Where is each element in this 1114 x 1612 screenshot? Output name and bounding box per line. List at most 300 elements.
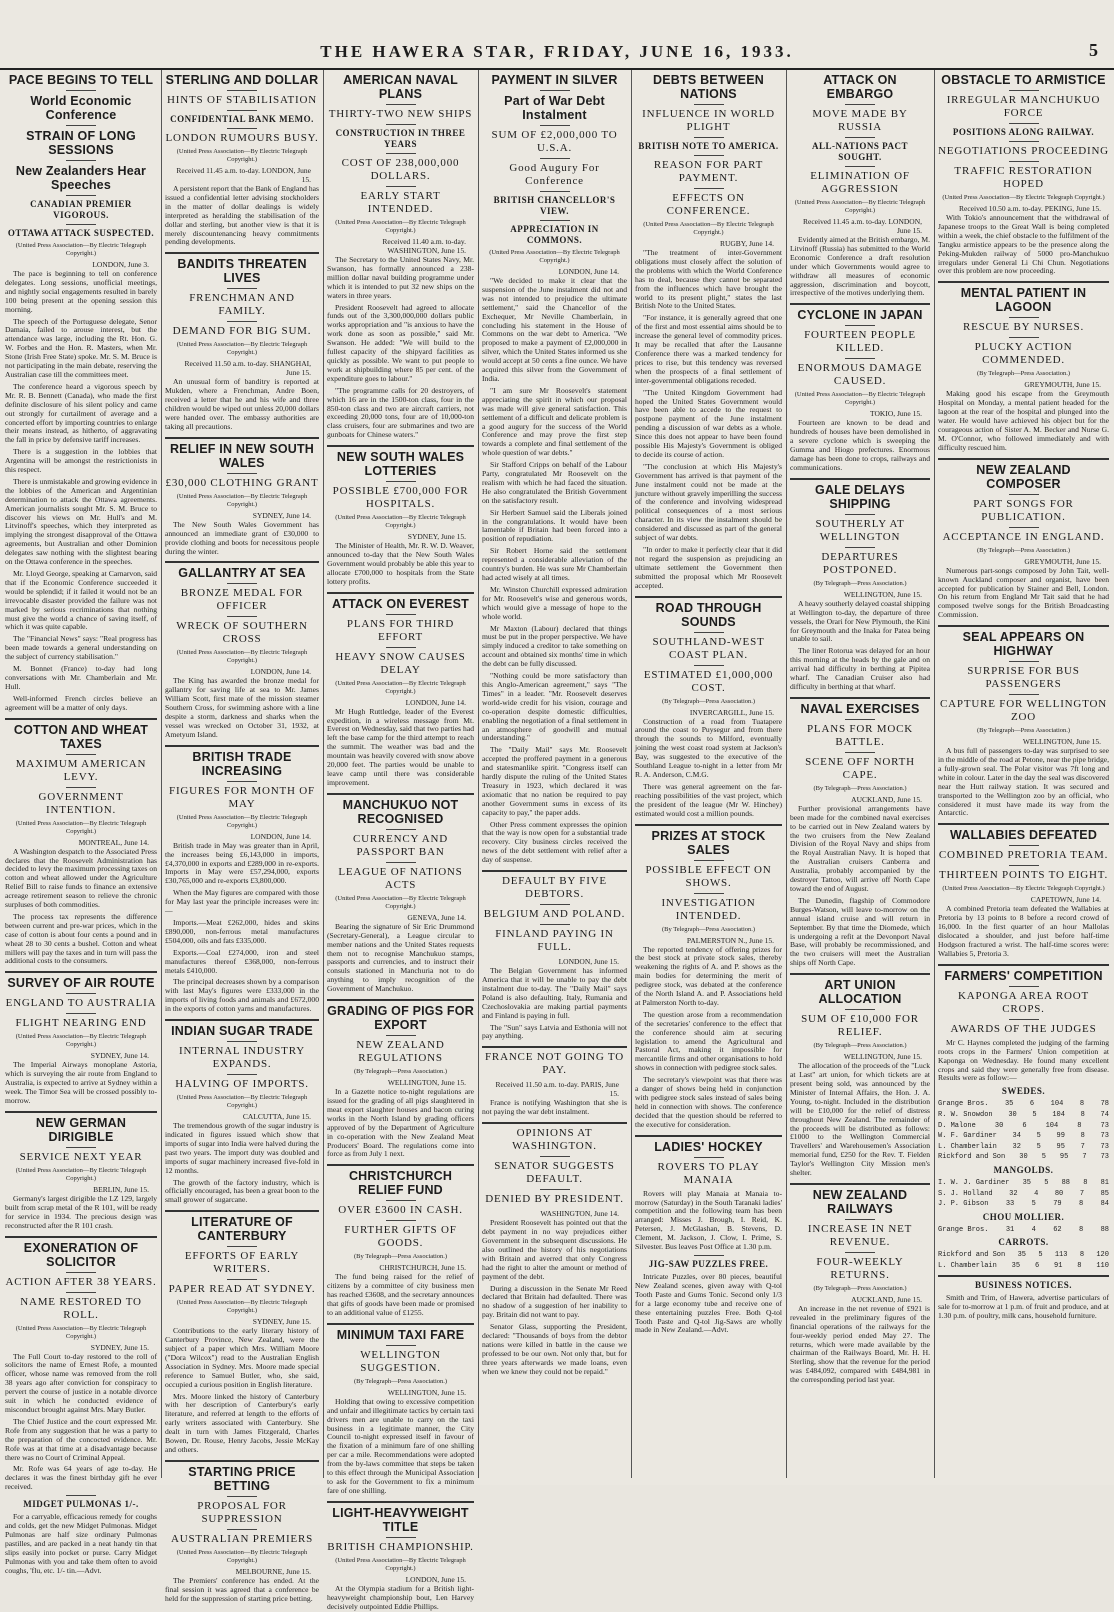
results-cell: 88 bbox=[1061, 1178, 1070, 1187]
subheading: FRENCHMAN AND FAMILY. bbox=[189, 292, 295, 318]
headline: LIGHT-HEAVYWEIGHT TITLE bbox=[332, 1505, 469, 1534]
dateline: CHRISTCHURCH, June 15. bbox=[379, 1263, 466, 1273]
article-paragraph: Sir Stafford Cripps on behalf of the Labour Party, congratulated Mr Roosevelt on the realism with which he had faced the situation. He also congratulated the British Government on the satisfactory result. bbox=[482, 460, 627, 505]
results-cell: J. P. Gibson bbox=[938, 1200, 989, 1209]
headline: ART UNION ALLOCATION bbox=[818, 978, 902, 1007]
short-rule bbox=[386, 1220, 416, 1221]
short-rule bbox=[845, 514, 875, 515]
article-paragraph: The Minister of Health, Mr. R. W. D. Weaver, announced to-day that the New South Wales Government would probably be able this year to allocate £700,000 to hospitals from the State lottery profits. bbox=[327, 541, 474, 586]
section-divider bbox=[165, 1019, 319, 1021]
wire-credit: (United Press Association—By Electric Telegraph Copyright.) bbox=[942, 194, 1105, 201]
article-paragraph: A bus full of passengers to-day was surprised to see in the middle of the road at Petone, near the pipe bridge, a fully-grown seal. The Polar visitor was 7ft long and white in colour. Later in the day the seal was discovered near the Hutt railway station. It was secured and transported to the Wellington zoo by an official, who considered it must have made its way from the Antarctic. bbox=[938, 746, 1110, 818]
headline: PRIZES AT STOCK SALES bbox=[651, 828, 766, 857]
results-cell: 113 bbox=[1054, 1251, 1068, 1260]
headline: WALLABIES DEFEATED bbox=[949, 828, 1098, 843]
dateline: WELLINGTON, June 15. bbox=[1022, 737, 1101, 747]
results-cell: 8 bbox=[1079, 1225, 1084, 1234]
article-paragraph: A Washington despatch to the Associated Press declares that the Roosevelt Administration has decided to levy the maximum processing taxes on cotton and wheat allowed under the Agriculture Relief Bill to raise funds to finance an extensive acreage retirement season to relieve the chronic surpluses of both commodities. bbox=[5, 846, 157, 910]
subheading: CAPTURE FOR WELLINGTON ZOO bbox=[940, 698, 1107, 724]
minor-heading: ALL-NATIONS PACT SOUGHT. bbox=[812, 141, 908, 162]
dateline: WELLINGTON, June 15. bbox=[387, 1078, 466, 1088]
wire-credit: (United Press Association—By Electric Telegraph Copyright.) bbox=[643, 221, 774, 236]
article-paragraph: There is a suggestion in the lobbies that Argentina will be amongst the restrictionists in this respect. bbox=[5, 447, 157, 475]
section-divider bbox=[938, 281, 1109, 283]
article-paragraph: Fourteen are known to be dead and hundreds of houses have been demolished in a severe cyclone which is sweeping the Gumma and Hiogo prefectures. Enormous damage has been done to crops, railways and communications. bbox=[790, 418, 930, 472]
dateline: PALMERSTON N., June 15. bbox=[686, 935, 774, 945]
subheading: INCREASE IN NET REVENUE. bbox=[807, 1222, 913, 1248]
subheading: THIRTY-TWO NEW SHIPS bbox=[328, 108, 473, 120]
short-rule bbox=[66, 1272, 96, 1273]
subheading: HINTS OF STABILISATION bbox=[167, 94, 317, 106]
subheading: REASON FOR PART PAYMENT. bbox=[653, 159, 764, 184]
dateline: GREYMOUTH, June 15. bbox=[1024, 380, 1101, 390]
subheading: AUSTRALIAN PREMIERS bbox=[170, 1532, 314, 1545]
article-paragraph: Mr. Lloyd George, speaking at Carnarvon, said that if the Economic Conference succeeded it would be splendid; if it failed it would not be an irrevocable disaster provided the failure was not marked by serious recriminations that nothing must give the world a chance of saving itself, of which it was quite capable. bbox=[5, 569, 157, 632]
dateline: LONDON, June 14. bbox=[250, 831, 311, 841]
dateline: WELLINGTON, June 15. bbox=[843, 589, 922, 599]
article-paragraph: The King has awarded the bronze medal for gallantry for saving life at sea to Mr. James William Scott, first mate of the mission steamer Southern Cross, for swimming ashore with a line despite a storm, darkness and sharks when the vessel was wrecked on October 31, 1932, at Ametyum Island. bbox=[165, 676, 319, 739]
results-cell: 32 bbox=[1012, 1142, 1021, 1151]
subheading: FOURTEEN PEOPLE KILLED. bbox=[804, 329, 916, 355]
results-cell: 81 bbox=[1100, 1178, 1109, 1187]
short-rule bbox=[66, 1292, 96, 1293]
subheading: OVER £3600 IN CASH. bbox=[338, 1204, 463, 1217]
short-rule bbox=[1009, 1019, 1039, 1020]
headline: MINIMUM TAXI FARE bbox=[336, 1327, 465, 1342]
results-cell: 8 bbox=[1080, 1110, 1085, 1119]
results-cell: 34 bbox=[1012, 1132, 1021, 1141]
headline: FARMERS' COMPETITION bbox=[944, 968, 1103, 983]
headline: Part of War Debt Instalment bbox=[504, 94, 605, 122]
results-cell: 62 bbox=[1053, 1225, 1062, 1234]
results-cell: 30 bbox=[994, 1121, 1004, 1130]
article-paragraph: "In order to make it perfectly clear that it did not regard the suspension as prejudicing an ultimate settlement the Government then submitted the proposal which Mr Roosevelt accepted. bbox=[635, 545, 782, 590]
dateline: Received 11.50 a.m. to-day. SHANGHAI, June 15. bbox=[184, 359, 311, 378]
results-row bbox=[938, 1200, 1109, 1209]
headline: ATTACK ON EVEREST bbox=[332, 596, 469, 611]
wire-credit: (United Press Association—By Electric Telegraph Copyright.) bbox=[15, 1033, 147, 1049]
short-rule bbox=[845, 358, 875, 359]
short-rule bbox=[540, 220, 570, 221]
subheading: RESCUE BY NURSES. bbox=[962, 321, 1085, 334]
headline: ATTACK ON EMBARGO bbox=[823, 73, 897, 101]
short-rule bbox=[227, 1496, 257, 1497]
dateline: RUGBY, June 14. bbox=[719, 239, 774, 248]
wire-credit: (United Press Association—By Electric Telegraph Copyright.) bbox=[176, 492, 308, 508]
short-rule bbox=[66, 1013, 96, 1014]
article-paragraph: The secretary's viewpoint was that there was a danger of shows being held in conjunction with pedigree stock sales instead of sales being held in connection with shows. The conference decided that the question should be referred to the executive for consideration. bbox=[635, 1075, 782, 1129]
section-divider bbox=[938, 625, 1109, 627]
short-rule bbox=[227, 473, 257, 474]
wire-credit: (United Press Association—By Electric Telegraph Copyright.) bbox=[335, 514, 466, 530]
dateline: LONDON, June 14. bbox=[558, 267, 619, 276]
short-rule bbox=[66, 754, 96, 755]
article-paragraph: Mr C. Haynes completed the judging of the farming roots crops in the Farmers' Union competition at Kaponga on Wednesday. He found many excellent crops and said they were generally free from disease. Results were as follow:— bbox=[938, 1037, 1109, 1083]
article-paragraph: An increase in the net revenue of £921 is revealed in the preliminary figures of the financial operations of the railways for the four-weekly period ended May 27. The returns, which were made available by the chairman of the Railways Board, Mr. H. H. Sterling, show that the revenue for the period was £484,092, compared with £484,981 in the corresponding period last year. bbox=[790, 1303, 930, 1385]
dateline: LONDON, June 15. bbox=[405, 1574, 466, 1584]
short-rule bbox=[66, 993, 96, 994]
subheading: FLIGHT NEARING END bbox=[15, 1017, 147, 1030]
short-rule bbox=[694, 1157, 724, 1158]
dateline: SYDNEY, June 14. bbox=[90, 1051, 149, 1061]
short-rule bbox=[1009, 986, 1039, 987]
short-rule bbox=[540, 924, 570, 925]
section-divider bbox=[5, 718, 157, 720]
results-cell: 5 bbox=[1031, 1200, 1036, 1209]
results-cell: 80 bbox=[1054, 1189, 1064, 1198]
results-row bbox=[938, 1251, 1109, 1260]
results-cell: Grange Bros. bbox=[938, 1100, 989, 1109]
results-cell: Rickford and Son bbox=[938, 1251, 1006, 1260]
article-paragraph: A combined Pretoria team defeated the Wallabies at Pretoria by 13 points to 8 before a record crowd of 16,000. In the first quarter of an hour Mallolas dislocated a shoulder, and just before half-time Hodgson fractured a wrist. The half-time scores were: Wallabies 5, Pretoria 3. bbox=[938, 904, 1109, 958]
headline: SURVEY OF AIR ROUTE bbox=[7, 976, 155, 991]
section-divider bbox=[790, 478, 930, 480]
short-rule bbox=[227, 321, 257, 322]
section-divider bbox=[790, 1183, 930, 1185]
short-rule bbox=[845, 1219, 875, 1220]
dateline: INVERCARGILL, June 15. bbox=[689, 707, 774, 717]
subheading: EFFECTS ON CONFERENCE. bbox=[666, 192, 751, 217]
article-paragraph: Holding that owing to excessive competition and unfair and illegitimate tactics by certain taxi drivers men are unable to carry on the taxi business in a legitimate manner, the City Council to-night expressed itself in favour of the fixation of a minimum fare of one shilling per car a mile. Recommendations were adopted from the by-laws committee that steps be taken to this effect through the Municipal Association to ask for the Government to fix a minimum fare of one shilling. bbox=[327, 1396, 474, 1495]
wire-credit: (United Press Association—By Electric Telegraph Copyright.) bbox=[176, 1548, 308, 1564]
subheading: LONDON RUMOURS BUSY. bbox=[165, 132, 319, 144]
article-paragraph: The "Sun" says Latvia and Esthonia will not pay anything. bbox=[482, 1022, 627, 1041]
short-rule bbox=[540, 191, 570, 192]
subheading: DEPARTURES POSTPONED. bbox=[821, 550, 899, 576]
headline: STARTING PRICE BETTING bbox=[188, 1464, 296, 1493]
headline: PAYMENT IN SILVER bbox=[491, 73, 618, 87]
short-rule bbox=[227, 90, 257, 91]
section-divider bbox=[635, 824, 782, 826]
subheading: WRECK OF SOUTHERN CROSS bbox=[176, 620, 308, 646]
dateline: CAPETOWN, June 14. bbox=[1030, 895, 1101, 905]
article-paragraph: A persistent report that the Bank of England has issued a confidential letter advising stockholders in the matter of dollar dealings is widely interpreted as heralding the stabilisation of the dollar and sterling, but another view is that it is merely discountenancing heavy commitments pending developments. bbox=[165, 184, 319, 247]
results-cell: 8 bbox=[1079, 1200, 1084, 1209]
wire-credit: (By Telegraph—Press Association.) bbox=[661, 697, 756, 705]
dateline: Received 11.45 a.m. to-day. LONDON, June 15. bbox=[803, 217, 922, 235]
results-cell: R. W. Snowdon bbox=[938, 1110, 993, 1119]
headline: INDIAN SUGAR TRADE bbox=[171, 1024, 313, 1039]
subheading: FRANCE NOT GOING TO PAY. bbox=[485, 1051, 624, 1077]
subheading: ACCEPTANCE IN ENGLAND. bbox=[942, 530, 1105, 543]
results-cell: 4 bbox=[1034, 1189, 1039, 1198]
results-cell: 85 bbox=[1100, 1189, 1109, 1198]
masthead bbox=[0, 38, 1114, 70]
article-paragraph: The allocation of the proceeds of the "Luck at Last" art union, for which tickets are at present being sold, was announced by the Minister of Internal Affairs, the Hon. J. A. Young, to-night. Included in the distribution will be £10,000 for the relief of distress throughout New Zealand. The remainder of the proceeds will be distributed as follows: £1000 to the Wellington Commercial Travellers' and Warehousemen's Association memorial fund, £250 for the Rev. T. Fielden Taylor's Wellington City Mission men's shelter. bbox=[790, 1061, 930, 1178]
subheading: FINLAND PAYING IN FULL. bbox=[495, 928, 614, 954]
section-divider bbox=[327, 1164, 474, 1166]
results-row bbox=[938, 1262, 1109, 1271]
article-paragraph: Construction of a road from Tuatapere around the coast to Puysegur and from there through the sounds to Milford, eventually joining the west coast road system at Jackson's Bay, was suggested to the executive of the Southland League to-night in a letter from Mr R. A. Anderson, C.M.G. bbox=[635, 716, 782, 779]
minor-heading: OTTAWA ATTACK SUSPECTED. bbox=[7, 228, 155, 238]
dateline: AUCKLAND, June 15. bbox=[851, 794, 922, 804]
short-rule bbox=[1009, 494, 1039, 495]
headline: NAVAL EXERCISES bbox=[800, 701, 920, 716]
subheading: HALVING OF IMPORTS. bbox=[175, 1078, 309, 1091]
section-divider bbox=[165, 1210, 319, 1212]
dateline: Received 11.45 a.m. to-day. LONDON, June 15. bbox=[176, 166, 311, 184]
section-divider bbox=[327, 999, 474, 1001]
short-rule bbox=[845, 104, 875, 105]
article-paragraph: Germany's largest dirigible the LZ 129, largely built from scrap metal of the R 101, will be ready for service in 1934. The precious design was reconstructed after the R 101 crash. bbox=[5, 1193, 157, 1230]
short-rule bbox=[66, 1495, 96, 1496]
results-cell: 78 bbox=[1100, 1100, 1109, 1109]
subheading: DENIED BY PRESIDENT. bbox=[485, 1193, 624, 1206]
article-paragraph: "I am sure Mr Roosevelt's statement appreciating the spirit in which our proposal was made will give general satisfaction. This settlement of a difficult and delicate problem is a good augury for the success of the World Conference and may prove the first step towards a complete and final settlement of the whole question of war debts." bbox=[482, 385, 627, 458]
wire-credit: (By Telegraph—Press Association.) bbox=[976, 727, 1071, 735]
headline: NEW ZEALAND RAILWAYS bbox=[812, 1187, 908, 1216]
headline: STRAIN OF LONG SESSIONS bbox=[26, 129, 136, 157]
headline: MENTAL PATIENT IN LAGOON bbox=[960, 286, 1087, 315]
article-paragraph: Intricate Puzzles, over 80 pieces, beautiful New Zealand scenes, given away with Q-tol Tooth Paste and Gums Tonic. Second only 1/3 for a large economy tube and receive one of these entertaining puzzles Free. Both Q-tol Tooth Paste and Q-tol Jig-Saws are wholly made in New Zealand.—Advt. bbox=[635, 1271, 782, 1335]
minor-heading: CARROTS. bbox=[998, 1237, 1049, 1248]
results-cell: 35 bbox=[1011, 1261, 1021, 1270]
wire-credit: (United Press Association—By Electric Telegraph Copyright.) bbox=[176, 1094, 308, 1110]
results-cell: 32 bbox=[1009, 1189, 1018, 1198]
wire-credit: (United Press Association—By Electric Telegraph Copyright.) bbox=[15, 1324, 147, 1340]
headline: LADIES' HOCKEY bbox=[654, 1139, 763, 1154]
minor-heading: APPRECIATION IN COMMONS. bbox=[510, 224, 599, 245]
dateline: GREYMOUTH, June 15. bbox=[1024, 556, 1101, 566]
results-cell: 35 bbox=[1017, 1251, 1026, 1260]
headline: BANDITS THREATEN LIVES bbox=[177, 257, 307, 286]
results-cell: S. J. Holland bbox=[938, 1189, 993, 1198]
subheading: FOUR-WEEKLY RETURNS. bbox=[816, 1255, 904, 1281]
results-cell: 88 bbox=[1100, 1225, 1109, 1234]
section-divider bbox=[327, 793, 474, 795]
wire-credit: (United Press Association—By Electric Telegraph Copyright.) bbox=[176, 1299, 308, 1315]
short-rule bbox=[845, 719, 875, 720]
short-rule bbox=[540, 158, 570, 159]
results-cell: 95 bbox=[1059, 1153, 1069, 1162]
article-paragraph: Bearing the signature of Sir Eric Drummond (Secretary-General), a League circular to member nations and the United States requests them not to recognise Manchukuo stamps, passports and currencies, and to instruct their consuls stationed in Manchuria not to do anything to imply recognition of the Government of Manchukuo. bbox=[327, 921, 474, 994]
wire-credit: (United Press Association—By Electric Telegraph Copyright.) bbox=[15, 1166, 147, 1182]
subheading: FIGURES FOR MONTH OF MAY bbox=[169, 784, 315, 810]
subheading: ROVERS TO PLAY MANAIA bbox=[657, 1160, 760, 1186]
minor-heading: MIDGET PULMONAS 1/-. bbox=[23, 1499, 139, 1510]
results-cell: 99 bbox=[1056, 1132, 1065, 1141]
dateline: WASHINGTON, June 14. bbox=[540, 1209, 619, 1219]
subheading: WELLINGTON SUGGESTION. bbox=[360, 1348, 441, 1374]
minor-heading: BRITISH CHANCELLOR'S VIEW. bbox=[493, 195, 616, 216]
section-divider bbox=[938, 458, 1109, 460]
subheading: MAXIMUM AMERICAN LEVY. bbox=[15, 757, 147, 783]
subheading: INTERNAL INDUSTRY EXPANDS. bbox=[179, 1045, 305, 1071]
short-rule bbox=[227, 583, 257, 584]
column-6 bbox=[787, 70, 933, 1478]
short-rule bbox=[386, 124, 416, 125]
dateline: SYDNEY, June 15. bbox=[252, 1317, 311, 1327]
headline: AMERICAN NAVAL PLANS bbox=[343, 73, 458, 101]
results-row bbox=[938, 1179, 1109, 1188]
short-rule bbox=[540, 1156, 570, 1157]
article-paragraph: The process tax represents the difference between current and pre-war prices, which in the case of cotton is about four cents a pound and in wheat 28 to 30 cents a bushel. Cotton and wheat millers will pay the taxes and in turn will pass the additional costs to the consumers. bbox=[5, 911, 157, 966]
article-paragraph: Mr. Winston Churchill expressed admiration for Mr. Roosevelt's wise and generous words, which would give a message of hope to the whole world. bbox=[482, 584, 627, 621]
short-rule bbox=[694, 893, 724, 894]
short-rule bbox=[66, 125, 96, 126]
headline: CYCLONE IN JAPAN bbox=[797, 308, 923, 323]
results-cell: 8 bbox=[1077, 1121, 1082, 1130]
minor-heading: CANADIAN PREMIER VIGOROUS. bbox=[30, 199, 132, 220]
section-divider bbox=[790, 973, 930, 975]
subheading: DEMAND FOR BIG SUM. bbox=[172, 325, 312, 338]
section-divider bbox=[327, 445, 474, 447]
short-rule bbox=[386, 1200, 416, 1201]
subheading: PLANS FOR THIRD EFFORT bbox=[346, 617, 455, 643]
results-cell: 7 bbox=[1079, 1189, 1085, 1198]
article-paragraph: Exports.—Coal £274,000, iron and steel manufactures thereof £368,000, non-ferrous metals £410,000. bbox=[165, 947, 319, 975]
article-paragraph: The "Financial News" says: "Real progress has been made towards a general understanding on the subject of currency stabilisation." bbox=[5, 634, 157, 662]
wire-credit: (By Telegraph—Press Association.) bbox=[813, 1284, 907, 1292]
short-rule bbox=[694, 137, 724, 138]
headline: RELIEF IN NEW SOUTH WALES bbox=[169, 441, 315, 470]
section-divider bbox=[635, 1135, 782, 1137]
wire-credit: (United Press Association—By Electric Telegraph Copyright.) bbox=[335, 894, 466, 910]
dateline: CALCUTTA, June 15. bbox=[242, 1112, 311, 1122]
dateline: WELLINGTON, June 15. bbox=[843, 1052, 922, 1062]
wire-credit: (United Press Association—By Electric Telegraph Copyright.) bbox=[335, 219, 466, 234]
minor-heading: JIG-SAW PUZZLES FREE. bbox=[648, 1258, 769, 1269]
masthead-title: THE HAWERA STAR, FRIDAY, JUNE 16, 1933. bbox=[320, 42, 794, 61]
article-paragraph: During a discussion in the Senate Mr Reed declared that Britain had defaulted. There was no shadow of a suggestion of her inability to pay. Britain did not want to pay. bbox=[482, 1283, 627, 1320]
results-cell: 35 bbox=[1004, 1100, 1014, 1109]
results-cell: D. Malone bbox=[938, 1121, 976, 1130]
short-rule bbox=[386, 647, 416, 648]
headline: NEW ZEALAND COMPOSER bbox=[976, 462, 1071, 491]
section-divider bbox=[327, 1323, 474, 1325]
short-rule bbox=[386, 829, 416, 830]
dateline: LONDON, June 14. bbox=[405, 697, 466, 707]
headline: SEAL APPEARS ON HIGHWAY bbox=[962, 630, 1085, 659]
article-paragraph: Senator Glass, supporting the President, declared: "Thousands of boys from the debtor nations were killed in battle in the cause we professed to be our own. Not only that, but for three years afterwards we made loans, even when we knew they could not be repaid." bbox=[482, 1322, 627, 1376]
results-cell: 35 bbox=[1022, 1178, 1032, 1187]
subheading: EFFORTS OF EARLY WRITERS. bbox=[184, 1250, 300, 1276]
subheading: SCENE OFF NORTH CAPE. bbox=[805, 755, 915, 781]
short-rule bbox=[386, 1035, 416, 1036]
short-rule bbox=[1009, 694, 1039, 695]
dateline: BERLIN, June 15. bbox=[93, 1184, 149, 1194]
dateline: SYDNEY, June 15. bbox=[90, 1342, 149, 1352]
wire-credit: (United Press Association—By Electric Telegraph Copyright.) bbox=[15, 242, 147, 257]
short-rule bbox=[1009, 317, 1039, 318]
article-paragraph: The New South Wales Government has announced an immediate grant of £30,000 to provide clothing and boots for necessitous people during the winter. bbox=[165, 519, 319, 556]
results-cell: 8 bbox=[1080, 1132, 1085, 1141]
article-paragraph: Mrs. Moore linked the history of Canterbury with her description of Canterbury's early literature, and referred at length to the efforts of early writers associated with Canterbury. She dealt in turn with James Fitzgerald, Charles Bowen, Dr. Rouse, Henry Jacobs, Jessie McKay and others. bbox=[165, 1391, 319, 1454]
short-rule bbox=[227, 781, 257, 782]
results-cell: 110 bbox=[1096, 1261, 1109, 1270]
article-paragraph: The question arose from a recommendation of the secretaries' conference to the effect that the conference should aim at securing legislation to amend the Agricultural and Pastoral Act, making it impossible for mercantile firms and other organisations to hold shows in connection with pedigree stock sales. bbox=[635, 1009, 782, 1073]
results-row bbox=[938, 1132, 1109, 1141]
subheading: PART SONGS FOR PUBLICATION. bbox=[973, 497, 1074, 523]
short-rule bbox=[845, 137, 875, 138]
article-paragraph: When the May figures are compared with those for May last year the principle increases were in:— bbox=[165, 888, 319, 916]
results-cell: 6 bbox=[1034, 1261, 1040, 1270]
column-1 bbox=[2, 70, 160, 1575]
headline: DEBTS BETWEEN NATIONS bbox=[653, 73, 764, 101]
wire-credit: (By Telegraph—Press Association.) bbox=[661, 925, 756, 933]
dateline: AUCKLAND, June 15. bbox=[851, 1294, 922, 1304]
subheading: NEW ZEALAND REGULATIONS bbox=[356, 1039, 445, 1065]
subheading: BRITISH CHAMPIONSHIP. bbox=[327, 1540, 474, 1553]
short-rule bbox=[386, 104, 416, 105]
results-cell: 73 bbox=[1100, 1153, 1109, 1162]
short-rule bbox=[227, 1279, 257, 1280]
subheading: MOVE MADE BY RUSSIA bbox=[812, 108, 908, 133]
article-paragraph: The Full Court to-day restored to the roll of solicitors the name of Ernest Rofe, a mounted officer, whose name was removed from the roll 38 years ago after conviction for conspiracy to pervert the course of justice in a notable divorce suit in which he conducted evidence of misconduct brought against Mrs. Mary Butler. bbox=[5, 1351, 157, 1414]
results-row bbox=[938, 1190, 1109, 1199]
subheading: ESTIMATED £1,000,000 COST. bbox=[643, 668, 774, 694]
article-paragraph: The speech of the Portuguese delegate, Senor Damaia, failed to arouse interest, but the attendance was large, including the Rt. Hon. G. W. Forbes and the Hon. R. Masters, when Mr. Stone (Irish Free State) spoke. Mr. S. M. Bruce is not participating in the main debate, reserving the Australian case till the committees meet. bbox=[5, 316, 157, 379]
results-cell: 73 bbox=[1100, 1121, 1109, 1130]
wire-credit: (United Press Association—By Electric Telegraph Copyright.) bbox=[176, 649, 308, 665]
dateline: SYDNEY, June 15. bbox=[407, 532, 466, 542]
short-rule bbox=[694, 860, 724, 861]
results-cell: 33 bbox=[1005, 1200, 1015, 1209]
short-rule bbox=[845, 1252, 875, 1253]
short-rule bbox=[694, 665, 724, 666]
subheading: SUM OF £10,000 FOR RELIEF. bbox=[801, 1013, 919, 1039]
headline: STERLING AND DOLLAR bbox=[165, 73, 319, 87]
section-divider bbox=[5, 971, 157, 973]
results-cell: 30 bbox=[1008, 1110, 1017, 1119]
article-paragraph: "The conclusion at which His Majesty's Government has arrived is that payment of the June instalment could not be made at the juncture without gravely imperilling the success of the conference and involving widespread political consequences of a most serious character. In its view the instalment should be considered and discussed as part of the general subject of war debts. bbox=[635, 461, 782, 543]
subheading: CURRENCY AND PASSPORT BAN bbox=[352, 832, 449, 858]
short-rule bbox=[1009, 845, 1039, 846]
minor-heading: CHOU MOLLIER. bbox=[982, 1211, 1065, 1222]
short-rule bbox=[227, 1074, 257, 1075]
article-paragraph: Well-informed French circles believe an agreement will be a matter of only days. bbox=[5, 693, 157, 712]
section-divider bbox=[327, 1501, 474, 1503]
article-paragraph: Contributions to the early literary history of Canterbury Province, New Zealand, were the subject of a paper which Mrs. William Moore ("Dora Wilcox") read to the Australian English Association in Sydney. Mrs. Moore made special reference to Samuel Butler, who, she said, occupied a curious position in English literature. bbox=[165, 1326, 319, 1389]
article-paragraph: The "Daily Mail" says Mr. Roosevelt accepted the proffered payment in a generous and statesmanlike spirit. "Congress itself can hardly dispute the ruling of the United States Treasury in 1923, which declared it was axiomatic that no nation be required to pay another Government sums in excess of its capacity to pay," the paper adds. bbox=[482, 745, 627, 817]
section-divider bbox=[482, 870, 627, 872]
section-divider bbox=[165, 252, 319, 254]
headline: NEW GERMAN DIRIGIBLE bbox=[35, 1115, 127, 1144]
headline: BRITISH TRADE INCREASING bbox=[192, 749, 292, 778]
short-rule bbox=[694, 188, 724, 189]
short-rule bbox=[845, 547, 875, 548]
section-divider bbox=[5, 1111, 157, 1113]
article-paragraph: An unusual form of banditry is reported at Mukden, where a Frenchman, Andre Boen, received a letter that he and his wife and three children would be wiped out unless 20,000 dollars were handed over. The embassy authorities are taking all precautions. bbox=[165, 377, 319, 431]
section-divider bbox=[790, 697, 930, 699]
subheading: SENATOR SUGGESTS DEFAULT. bbox=[494, 1160, 615, 1186]
short-rule bbox=[66, 1147, 96, 1148]
article-paragraph: Mr Maxton (Labour) declared that things must be put in the proper perspective. We have simply induced a creditor to take something on account and obtained six months' time in which the debt can be fully discussed. bbox=[482, 623, 627, 669]
wire-credit: (United Press Association—By Electric Telegraph Copyright.) bbox=[942, 885, 1105, 893]
subheading: FURTHER GIFTS OF GOODS. bbox=[344, 1224, 457, 1250]
subheading: SUM OF £2,000,000 TO U.S.A. bbox=[491, 129, 618, 154]
results-cell: L. Chamberlain bbox=[938, 1261, 997, 1270]
wire-credit: (By Telegraph—Press Association.) bbox=[813, 1042, 907, 1050]
section-divider bbox=[938, 823, 1109, 825]
article-paragraph: At the Olympia stadium for a British light-heavyweight championship bout, Len Harvey decisively outpointed Eddie Phillips. bbox=[327, 1583, 474, 1611]
subheading: PROPOSAL FOR SUPPRESSION bbox=[197, 1499, 287, 1525]
results-cell: 6 bbox=[1022, 1121, 1027, 1130]
section-divider bbox=[5, 1236, 157, 1238]
results-row bbox=[938, 1100, 1109, 1109]
article-paragraph: The Premiers' conference has ended. At the final session it was agreed that a conference be held for the suppression of starting price betting. bbox=[165, 1575, 319, 1603]
short-rule bbox=[66, 90, 96, 91]
subheading: COMBINED PRETORIA TEAM. bbox=[938, 849, 1109, 862]
short-rule bbox=[386, 614, 416, 615]
results-cell: 6 bbox=[1029, 1100, 1035, 1109]
subheading: COST OF 238,000,000 DOLLARS. bbox=[341, 157, 460, 182]
results-row bbox=[938, 1111, 1109, 1120]
short-rule bbox=[1009, 337, 1039, 338]
column-7 bbox=[935, 70, 1112, 1478]
wire-credit: (By Telegraph—Press Association.) bbox=[813, 579, 907, 587]
short-rule bbox=[66, 224, 96, 225]
